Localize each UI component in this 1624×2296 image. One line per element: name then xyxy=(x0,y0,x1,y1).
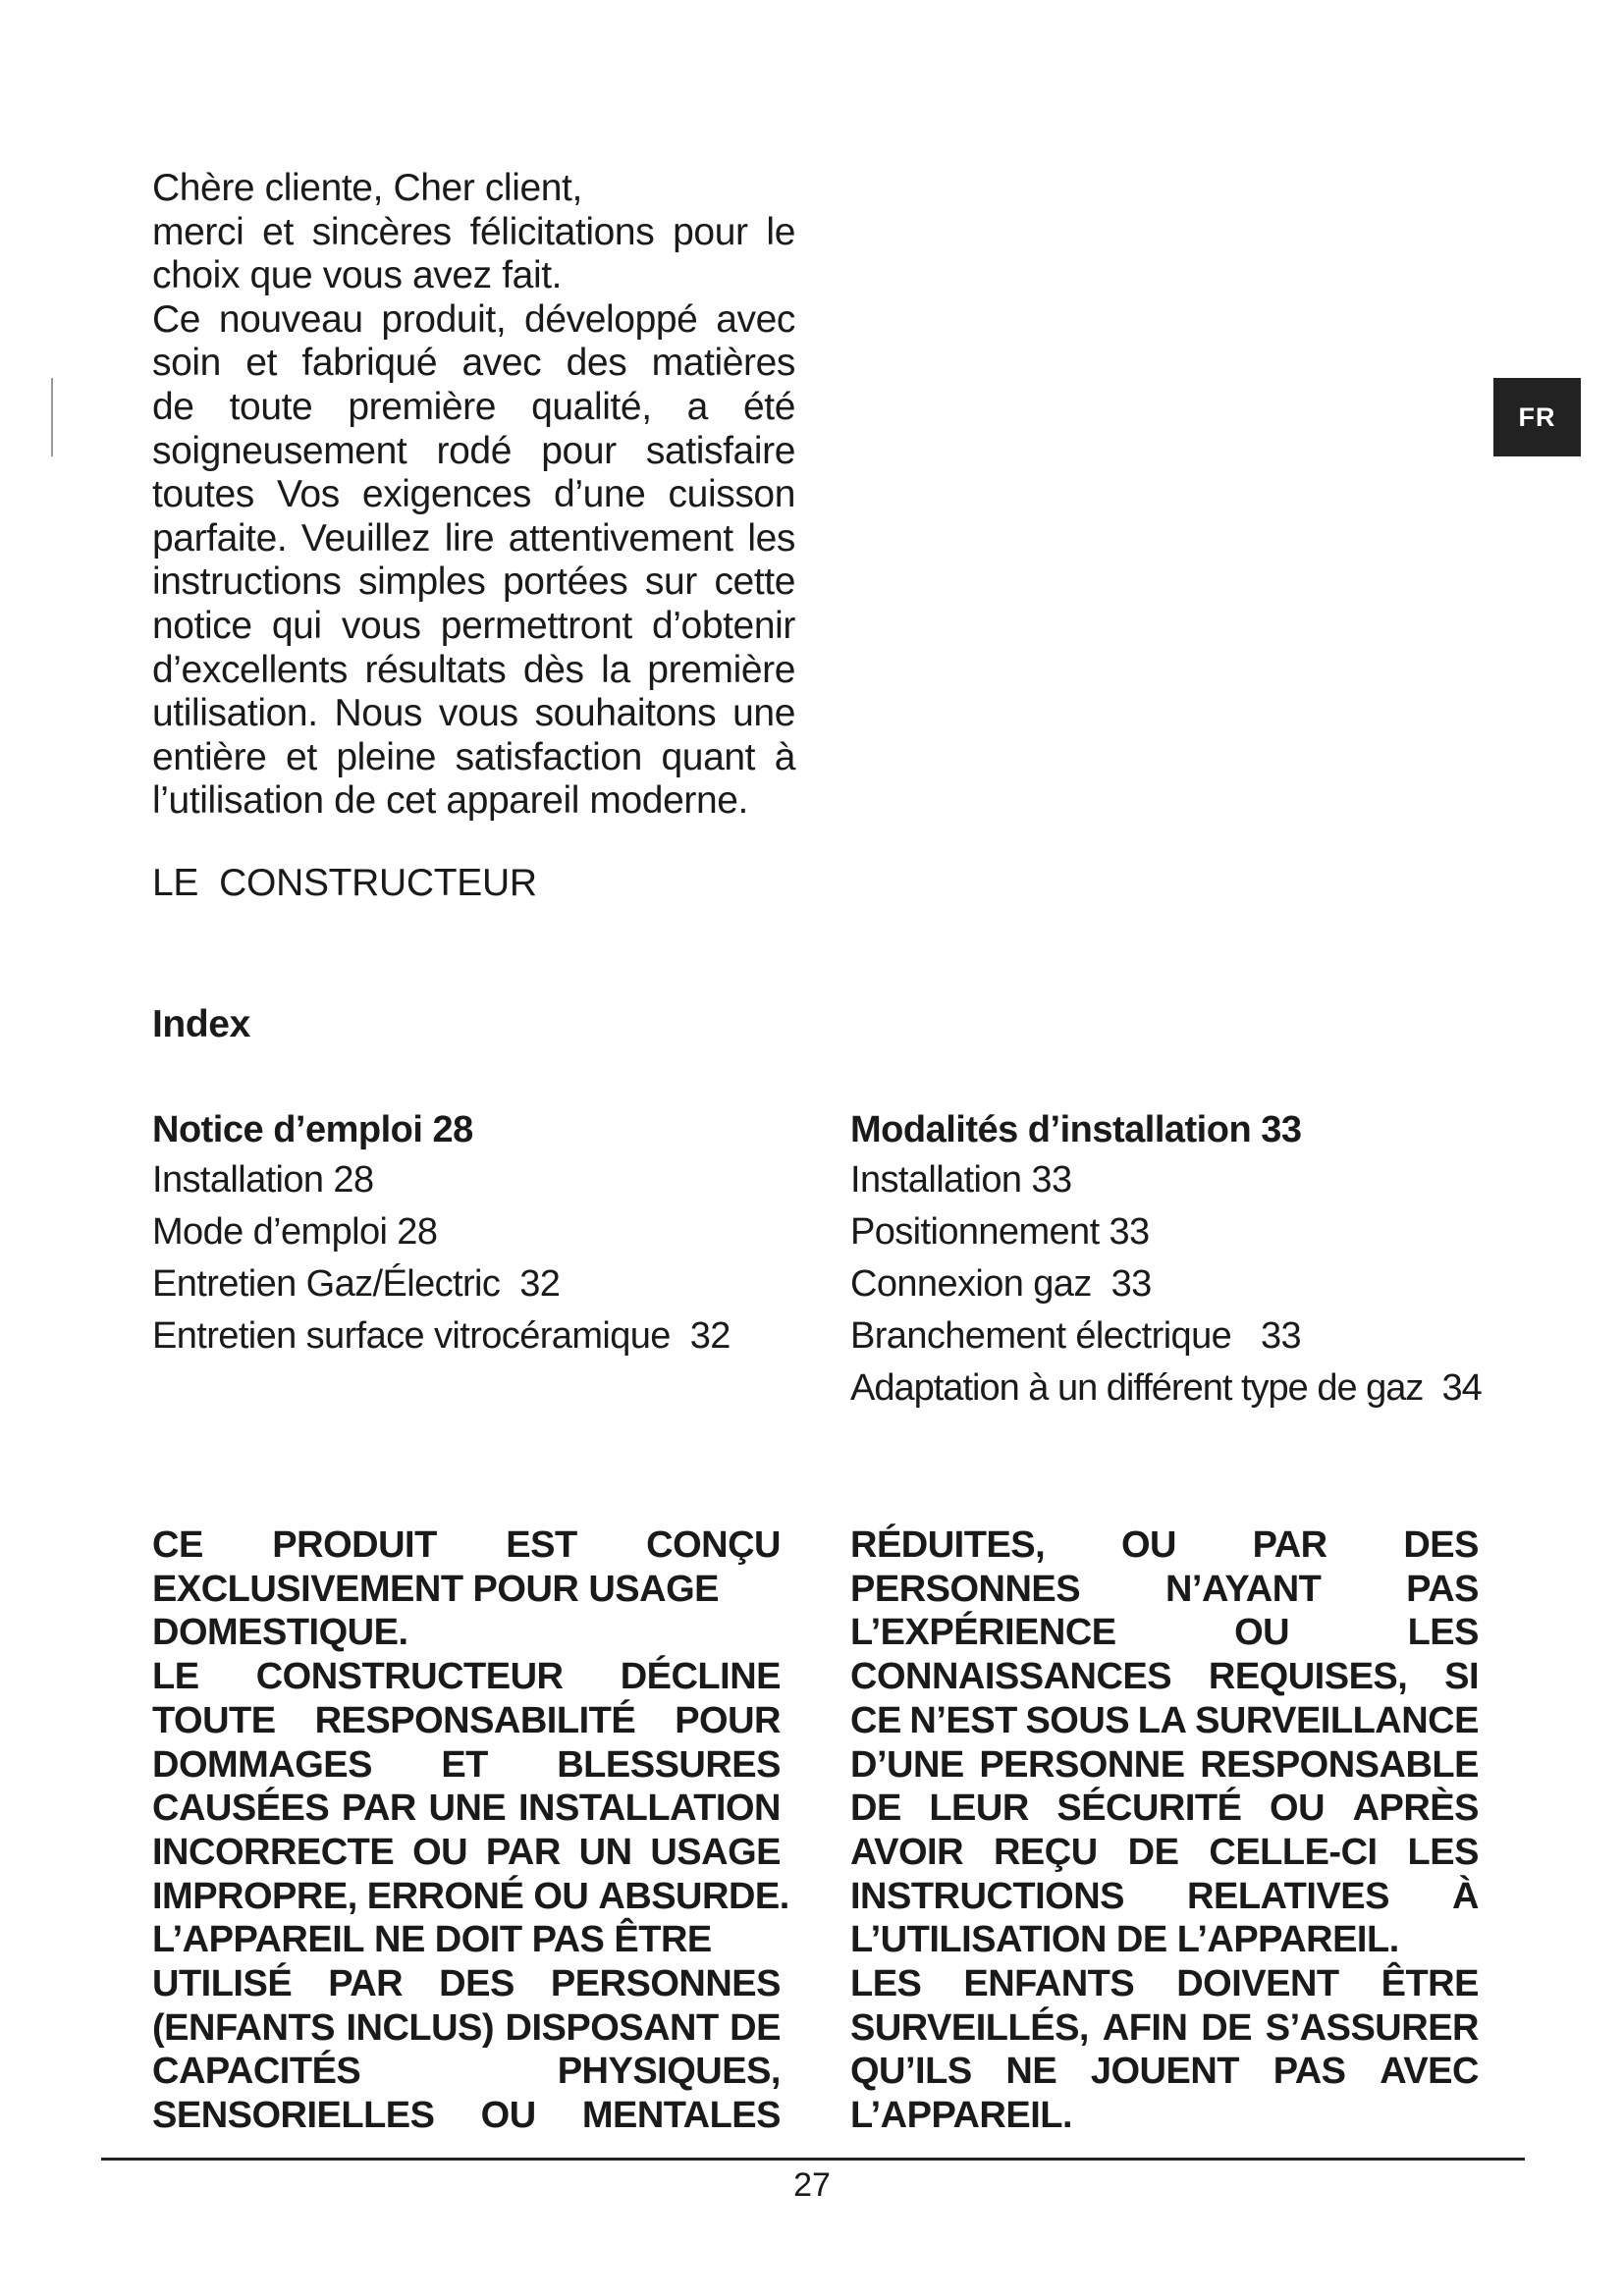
toc-item: Branchement électrique 33 xyxy=(850,1315,1302,1357)
index-title: Index xyxy=(152,1003,250,1045)
warning-line: UTILISÉ PAR DES PERSONNES xyxy=(152,1963,781,2005)
intro-line: soin et fabriqué avec des matières xyxy=(152,342,795,385)
toc-heading: Notice d’emploi 28 xyxy=(152,1109,473,1150)
intro-line: de toute première qualité, a été xyxy=(152,385,795,428)
warning-line: DE LEUR SÉCURITÉ OU APRÈS xyxy=(850,1788,1479,1830)
page-number: 27 xyxy=(793,2166,831,2204)
warning-line: L’UTILISATION DE L’APPAREIL. xyxy=(850,1919,1399,1961)
warning-line: INSTRUCTIONS RELATIVES À xyxy=(850,1875,1479,1917)
warning-line: AVOIR REÇU DE CELLE-CI LES xyxy=(850,1831,1479,1873)
intro-line: merci et sincères félicitations pour le xyxy=(152,210,795,253)
warning-line: CE PRODUIT EST CONÇU xyxy=(152,1524,781,1566)
intro-line: d’excellents résultats dès la première xyxy=(152,648,795,691)
intro-line: choix que vous avez fait. xyxy=(152,254,563,297)
warning-line: DOMESTIQUE. xyxy=(152,1612,408,1654)
toc-column-usage xyxy=(152,1105,790,1362)
warning-line: (ENFANTS INCLUS) DISPOSANT DE xyxy=(152,2006,781,2049)
warning-line: L’EXPÉRIENCE OU LES xyxy=(850,1612,1479,1654)
warning-line: LES ENFANTS DOIVENT ÊTRE xyxy=(850,1963,1479,2005)
intro-paragraph xyxy=(152,167,795,824)
warning-line: PERSONNES N’AYANT PAS xyxy=(850,1568,1479,1610)
warning-line: L’APPAREIL NE DOIT PAS ÊTRE xyxy=(152,1919,712,1961)
margin-mark xyxy=(51,378,53,456)
signature: LE CONSTRUCTEUR xyxy=(152,862,537,904)
warning-line: D’UNE PERSONNE RESPONSABLE xyxy=(850,1743,1479,1786)
warning-line: RÉDUITES, OU PAR DES xyxy=(850,1524,1479,1566)
toc-item: Adaptation à un différent type de gaz 34 xyxy=(850,1367,1482,1409)
warning-line: EXCLUSIVEMENT POUR USAGE xyxy=(152,1568,719,1610)
intro-line: Ce nouveau produit, développé avec xyxy=(152,297,795,341)
warning-line: L’APPAREIL. xyxy=(850,2095,1073,2137)
warning-line: CE N’EST SOUS LA SURVEILLANCE xyxy=(850,1699,1479,1741)
intro-line: utilisation. Nous vous souhaitons une xyxy=(152,692,795,735)
warning-line: IMPROPRE, ERRONÉ OU ABSURDE. xyxy=(152,1875,789,1917)
warning-line: CONNAISSANCES REQUISES, SI xyxy=(850,1656,1479,1698)
toc-item: Mode d’emploi 28 xyxy=(152,1211,438,1253)
warning-line: SENSORIELLES OU MENTALES xyxy=(152,2095,781,2137)
warning-line: INCORRECTE OU PAR UN USAGE xyxy=(152,1831,781,1873)
toc-column-installation xyxy=(850,1105,1489,1415)
toc-item: Connexion gaz 33 xyxy=(850,1263,1152,1305)
intro-line: Chère cliente, Cher client, xyxy=(152,167,582,209)
warning-line: TOUTE RESPONSABILITÉ POUR xyxy=(152,1699,781,1741)
toc-item: Installation 28 xyxy=(152,1159,374,1201)
intro-line: parfaite. Veuillez lire attentivement les xyxy=(152,516,795,560)
intro-line: entière et pleine satisfaction quant à xyxy=(152,735,795,778)
warning-line: LE CONSTRUCTEUR DÉCLINE xyxy=(152,1656,781,1698)
safety-warning-left xyxy=(152,1523,789,2138)
toc-item: Positionnement 33 xyxy=(850,1211,1150,1253)
intro-line: soigneusement rodé pour satisfaire xyxy=(152,429,795,472)
warning-line: DOMMAGES ET BLESSURES xyxy=(152,1743,781,1786)
footer-rule xyxy=(101,2158,1525,2161)
warning-line: CAUSÉES PAR UNE INSTALLATION xyxy=(152,1788,781,1830)
warning-line: SURVEILLÉS, AFIN DE S’ASSURER xyxy=(850,2006,1479,2049)
intro-line: notice qui vous permettront d’obtenir xyxy=(152,604,795,647)
language-tab: FR xyxy=(1493,378,1581,456)
intro-line: toutes Vos exigences d’une cuisson xyxy=(152,473,795,516)
toc-item: Installation 33 xyxy=(850,1159,1072,1201)
safety-warning-right xyxy=(850,1523,1479,2138)
intro-line: l’utilisation de cet appareil moderne. xyxy=(152,779,748,823)
warning-line: CAPACITÉS PHYSIQUES, xyxy=(152,2051,781,2093)
intro-line: instructions simples portées sur cette xyxy=(152,561,795,604)
toc-item: Entretien surface vitrocéramique 32 xyxy=(152,1315,731,1357)
toc-item: Entretien Gaz/Électric 32 xyxy=(152,1263,561,1305)
toc-heading: Modalités d’installation 33 xyxy=(850,1109,1302,1150)
warning-line: QU’ILS NE JOUENT PAS AVEC xyxy=(850,2051,1479,2093)
